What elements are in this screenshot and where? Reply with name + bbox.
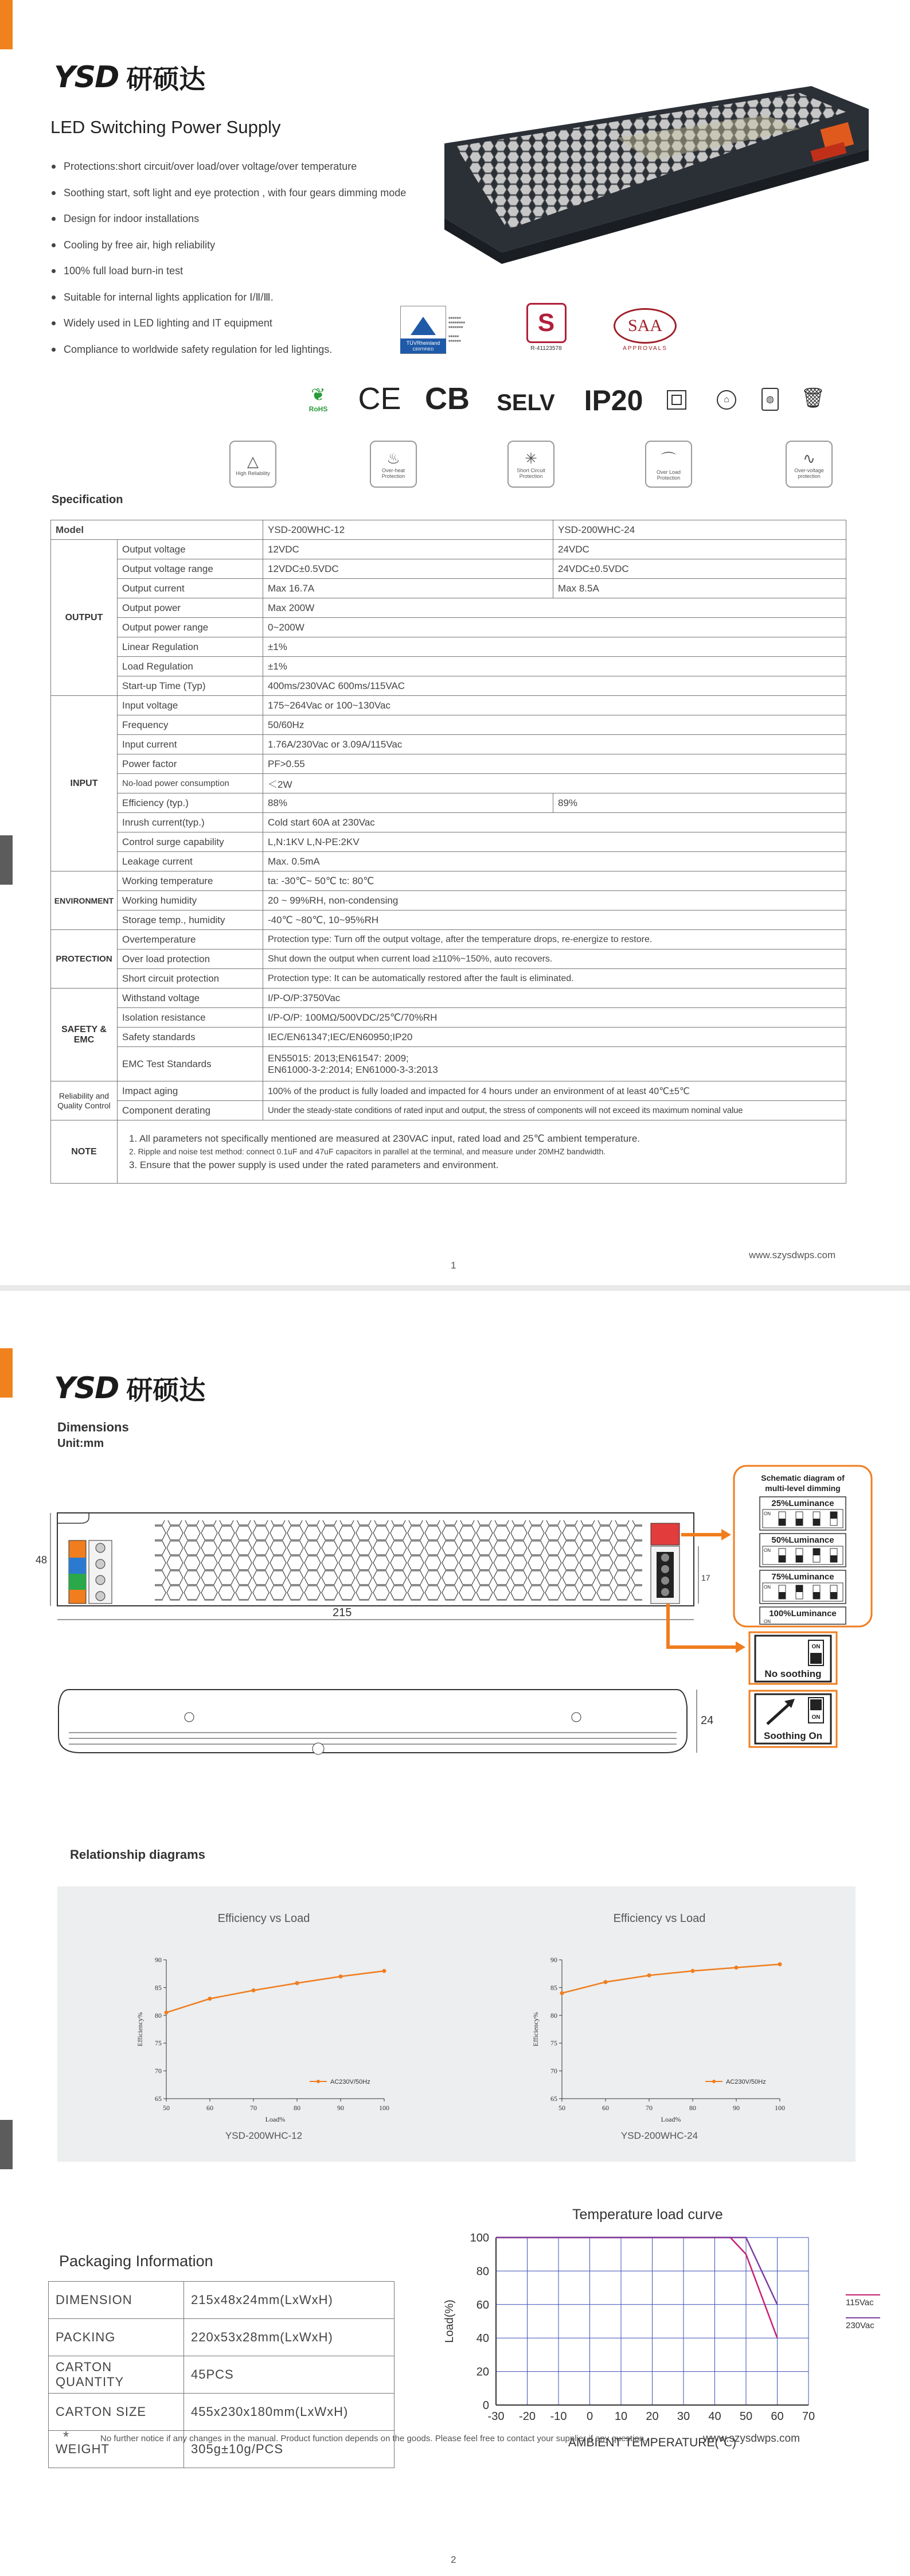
- param-name: Linear Regulation: [118, 637, 263, 657]
- over-load-badge: [645, 441, 692, 488]
- on-label: ON: [811, 1644, 821, 1650]
- table-row: [51, 540, 846, 559]
- x-tick-label: 70: [802, 2410, 815, 2423]
- rohs-label: RoHS: [308, 404, 328, 413]
- table-row: [49, 2356, 395, 2394]
- saa-cert: [608, 304, 682, 356]
- no-soothing-label: No soothing: [764, 1668, 822, 1679]
- param-name: Input current: [118, 735, 263, 754]
- x-tick-label: 40: [708, 2410, 721, 2423]
- y-tick-label: 20: [476, 2365, 489, 2379]
- on-label: ON: [811, 1714, 821, 1721]
- data-point: [165, 2010, 169, 2014]
- dimensions-title: Dimensions: [57, 1420, 129, 1434]
- pk-value: 455x230x180mm(LxWxH): [184, 2394, 395, 2431]
- badge-label: High Reliability: [236, 470, 270, 476]
- param-value: Max 16.7A: [263, 579, 553, 598]
- param-value: [263, 1047, 846, 1081]
- orange-tab: [0, 1348, 13, 1398]
- y-tick-label: 80: [155, 2011, 162, 2019]
- y-tick-label: 80: [476, 2265, 489, 2278]
- selv-mark: SELV: [497, 390, 555, 415]
- pk-key: DIMENSION: [49, 2282, 184, 2319]
- saa-logo: SAA: [614, 308, 677, 344]
- param-value: 12VDC±0.5VDC: [263, 559, 553, 579]
- product-title: LED Switching Power Supply: [50, 117, 281, 137]
- y-tick-label: 75: [155, 2039, 162, 2048]
- current-icon: ⌒: [661, 450, 676, 468]
- y-tick-label: 80: [550, 2011, 557, 2019]
- table-row: [51, 793, 846, 813]
- triangle-icon: △: [247, 452, 259, 470]
- logo: [54, 60, 205, 95]
- y-tick-label: 0: [482, 2399, 489, 2412]
- table-row: [51, 871, 846, 891]
- dimming-title-b: multi-level dimming: [765, 1484, 841, 1493]
- footnote-star: *: [63, 2428, 69, 2445]
- x-tick-label: 60: [206, 2104, 213, 2112]
- x-tick-label: 60: [771, 2410, 784, 2423]
- logo-latin: YSD: [54, 60, 119, 95]
- ip20-mark: IP20: [584, 384, 643, 417]
- param-value: Protection type: It can be automatically restored after the fault is eliminated.: [263, 969, 846, 989]
- table-row: [51, 735, 846, 754]
- feature-item: Compliance to worldwide safety regulation for led lightings.: [52, 337, 464, 363]
- param-name: Inrush current(typ.): [118, 813, 263, 832]
- note-line: 2. Ripple and noise test method: connect 0.1uF and 47uF capacitors in parallel at the terminal, and measure under 20MHZ bandwidth.: [129, 1147, 606, 1156]
- x-tick-label: 10: [614, 2410, 628, 2423]
- tuv-cert: TÜVRheinland CERTIFIED ■■■■■■ ■■■■■■■■ ■■■■■■■ ■■■■■ ■■■■■■: [396, 304, 493, 356]
- param-value: 12VDC: [263, 540, 553, 559]
- param-name: Leakage current: [118, 852, 263, 871]
- gray-tab: [0, 835, 13, 885]
- table-row: [51, 657, 846, 676]
- x-tick-label: 70: [646, 2104, 653, 2112]
- on-label: ON: [764, 1619, 771, 1624]
- class-ii-icon: [667, 390, 686, 410]
- legend-label: AC230V/50Hz: [330, 2079, 370, 2085]
- dimensions-unit: Unit:mm: [57, 1437, 104, 1450]
- feature-item: Design for indoor installations: [52, 206, 464, 232]
- param-value: L,N:1KV L,N-PE:2KV: [263, 832, 846, 852]
- x-tick-label: 50: [163, 2104, 170, 2112]
- weee-bin-icon: 🗑: [800, 387, 826, 409]
- on-label: ON: [764, 1548, 771, 1553]
- s-mark-code: R-41123578: [530, 345, 562, 352]
- param-name: EMC Test Standards: [118, 1047, 263, 1081]
- table-row: [51, 950, 846, 969]
- param-name: Load Regulation: [118, 657, 263, 676]
- table-row: [51, 930, 846, 950]
- param-name: Working humidity: [118, 891, 263, 910]
- param-value: Max 8.5A: [553, 579, 846, 598]
- param-value: PF>0.55: [263, 754, 846, 774]
- param-name: Withstand voltage: [118, 989, 263, 1008]
- param-name: Output power: [118, 598, 263, 618]
- x-tick-label: 50: [559, 2104, 565, 2112]
- param-value: ±1%: [263, 657, 846, 676]
- level-label: 50%Luminance: [771, 1535, 834, 1545]
- y-axis-label: Efficiency%: [532, 2012, 540, 2046]
- table-row: [51, 754, 846, 774]
- table-row: [51, 559, 846, 579]
- y-tick-label: 40: [476, 2332, 489, 2345]
- data-point: [647, 1974, 651, 1978]
- param-value: 1.76A/230Vac or 3.09A/115Vac: [263, 735, 846, 754]
- pk-key: CARTON QUANTITY: [49, 2356, 184, 2394]
- tuv-sub: CERTIFIED: [400, 348, 446, 353]
- y-tick-label: 85: [155, 1983, 162, 1992]
- page-number: 2: [451, 2554, 456, 2565]
- emc-line-2: EN61000-3-2:2014; EN61000-3-3:2013: [268, 1064, 438, 1075]
- param-name: Short circuit protection: [118, 969, 263, 989]
- series-line: [166, 1971, 384, 2013]
- y-tick-label: 90: [550, 1956, 557, 1964]
- param-name: No-load power consumption: [118, 774, 263, 793]
- lamp-icon: ◍: [761, 388, 779, 411]
- feature-item: Soothing start, soft light and eye protection , with four gears dimming mode: [52, 180, 464, 207]
- pk-key: CARTON SIZE: [49, 2394, 184, 2431]
- param-name: Over load protection: [118, 950, 263, 969]
- param-value: Max. 0.5mA: [263, 852, 846, 871]
- relationship-title: Relationship diagrams: [70, 1847, 205, 1862]
- param-name: Overtemperature: [118, 930, 263, 950]
- flame-icon: ♨: [386, 449, 400, 467]
- on-label: ON: [764, 1511, 771, 1516]
- param-name: Output voltage: [118, 540, 263, 559]
- dim-height: 48: [36, 1554, 48, 1566]
- param-name: Output power range: [118, 618, 263, 637]
- over-heat-badge: [370, 441, 417, 488]
- footer-url[interactable]: www.szysdwps.com: [703, 2433, 800, 2445]
- high-reliability-badge: [229, 441, 276, 488]
- dim-level-50: [760, 1534, 846, 1567]
- relationship-panel: [57, 1886, 856, 2162]
- dimming-title-a: Schematic diagram of: [761, 1473, 845, 1482]
- power-supply-image: [444, 86, 869, 275]
- page-1: [0, 0, 910, 1285]
- param-value: 400ms/230VAC 600ms/115VAC: [263, 676, 846, 696]
- dim-side: 17: [701, 1573, 710, 1582]
- data-point: [735, 1966, 739, 1970]
- chart-footer: YSD-200WHC-24: [620, 2130, 698, 2141]
- data-point: [295, 1981, 299, 1985]
- param-value: 88%: [263, 793, 553, 813]
- x-axis-label: Load%: [661, 2115, 681, 2123]
- x-tick-label: 80: [294, 2104, 300, 2112]
- data-point: [560, 1991, 564, 1995]
- param-value: Shut down the output when current load ≥110%~150%, auto recovers.: [263, 950, 846, 969]
- param-name: Component derating: [118, 1101, 263, 1120]
- table-row: [51, 1120, 846, 1184]
- param-name: Power factor: [118, 754, 263, 774]
- param-value: I/P-O/P:3750Vac: [263, 989, 846, 1008]
- param-value: 89%: [553, 793, 846, 813]
- group-environment: ENVIRONMENT: [51, 871, 118, 930]
- param-value: Under the steady-state conditions of rated input and output, the stress of components will not exceed its maximum nominal value: [263, 1101, 846, 1120]
- data-point: [778, 1962, 782, 1966]
- param-name: Output voltage range: [118, 559, 263, 579]
- s-mark-cert: [519, 298, 573, 356]
- table-row: [51, 715, 846, 735]
- param-name: Output current: [118, 579, 263, 598]
- model-12: YSD-200WHC-12: [263, 520, 553, 540]
- x-tick-label: 90: [337, 2104, 344, 2112]
- param-value: Cold start 60A at 230Vac: [263, 813, 846, 832]
- x-tick-label: 70: [250, 2104, 257, 2112]
- param-name: Frequency: [118, 715, 263, 735]
- over-voltage-badge: [786, 441, 833, 488]
- param-name: Start-up Time (Typ): [118, 676, 263, 696]
- badge-label: Over-voltage protection: [794, 467, 824, 479]
- pk-value: 215x48x24mm(LxWxH): [184, 2282, 395, 2319]
- note-line: 3. Ensure that the power supply is used under the rated parameters and environment.: [129, 1159, 499, 1170]
- spark-icon: ✳: [525, 449, 537, 467]
- efficiency-chart-24: [522, 1909, 866, 2150]
- table-row: [49, 2394, 395, 2431]
- emc-line-1: EN55015: 2013;EN61547: 2009;: [268, 1052, 409, 1064]
- table-row: [51, 969, 846, 989]
- dim-level-25: [760, 1497, 846, 1530]
- spec-table: [50, 520, 846, 1184]
- x-tick-label: 0: [586, 2410, 593, 2423]
- logo-latin: YSD: [54, 1371, 119, 1406]
- param-name: Input voltage: [118, 696, 263, 715]
- param-value: 24VDC±0.5VDC: [553, 559, 846, 579]
- table-row: [51, 579, 846, 598]
- s-mark-icon: S: [526, 303, 567, 343]
- y-tick-label: 65: [550, 2095, 557, 2103]
- y-axis-label: Load(%): [443, 2299, 456, 2343]
- legend-label: AC230V/50Hz: [726, 2079, 766, 2085]
- data-point: [252, 1989, 256, 1993]
- saa-sub: APPROVALS: [623, 345, 667, 352]
- terminal-blue: [69, 1558, 86, 1574]
- page-gap: [0, 1285, 910, 1291]
- param-value: ±1%: [263, 637, 846, 657]
- orange-tab: [0, 0, 13, 49]
- cb-mark: CB: [425, 382, 470, 416]
- x-tick-label: 20: [646, 2410, 659, 2423]
- x-axis-label: Load%: [265, 2115, 286, 2123]
- table-row: [49, 2282, 395, 2319]
- group-output: OUTPUT: [51, 540, 118, 696]
- group-reliability: Reliability and Quality Control: [51, 1081, 118, 1120]
- data-point: [339, 1975, 343, 1979]
- feature-item: Widely used in LED lighting and IT equipment: [52, 310, 464, 337]
- y-tick-label: 85: [550, 1983, 557, 1992]
- table-row: [49, 2319, 395, 2356]
- y-tick-label: 90: [155, 1956, 162, 1964]
- table-row: [51, 910, 846, 930]
- rohs-leaf-icon: ❦: [311, 385, 326, 404]
- table-row: [51, 696, 846, 715]
- rohs-cert: [298, 379, 338, 419]
- model-label: Model: [51, 520, 263, 540]
- dim-level-75: [760, 1570, 846, 1604]
- feature-item: Protections:short circuit/over load/over voltage/over temperature: [52, 154, 464, 180]
- param-value: 0~200W: [263, 618, 846, 637]
- param-name: Efficiency (typ.): [118, 793, 263, 813]
- table-row: [51, 832, 846, 852]
- param-name: Working temperature: [118, 871, 263, 891]
- param-value: 24VDC: [553, 540, 846, 559]
- table-row: [51, 676, 846, 696]
- group-input: INPUT: [51, 696, 118, 871]
- pk-key: PACKING: [49, 2319, 184, 2356]
- y-tick-label: 100: [470, 2232, 489, 2244]
- dim-level-100: [760, 1607, 846, 1624]
- temperature-curve-title: Temperature load curve: [572, 2207, 723, 2223]
- param-name: Control surge capability: [118, 832, 263, 852]
- param-value: IEC/EN61347;IEC/EN60950;IP20: [263, 1028, 846, 1047]
- level-label: 75%Luminance: [771, 1572, 834, 1582]
- param-value: Protection type: Turn off the output voltage, after the temperature drops, re-energize to restore.: [263, 930, 846, 950]
- logo-cn: 研硕达: [126, 1375, 206, 1406]
- efficiency-chart-12: [126, 1909, 470, 2150]
- data-point: [382, 1969, 386, 1973]
- y-tick-label: 75: [550, 2039, 557, 2048]
- x-tick-label: -10: [550, 2410, 567, 2423]
- page-number: 1: [451, 1260, 456, 1271]
- feature-item: Cooling by free air, high reliability: [52, 232, 464, 259]
- param-name: Storage temp., humidity: [118, 910, 263, 930]
- y-axis-label: Efficiency%: [136, 2012, 144, 2046]
- series-line: [496, 2238, 778, 2338]
- table-row: [51, 891, 846, 910]
- param-name: Safety standards: [118, 1028, 263, 1047]
- chart-footer: YSD-200WHC-12: [225, 2130, 303, 2141]
- table-row: [51, 1101, 846, 1120]
- pk-value: 45PCS: [184, 2356, 395, 2394]
- level-label: 100%Luminance: [769, 1609, 837, 1618]
- legend-label: 230Vac: [846, 2321, 874, 2330]
- terminal-green: [69, 1574, 86, 1590]
- x-tick-label: 80: [689, 2104, 696, 2112]
- footnote: No further notice if any changes in the manual. Product function depends on the goods. Please feel free to contact your supplier if any question.: [100, 2434, 647, 2443]
- x-tick-label: 30: [677, 2410, 690, 2423]
- table-row: [51, 637, 846, 657]
- model-24: YSD-200WHC-24: [553, 520, 846, 540]
- legend-marker: [712, 2080, 716, 2083]
- gray-tab: [0, 2120, 13, 2169]
- y-tick-label: 70: [155, 2067, 162, 2075]
- table-row: [51, 1081, 846, 1101]
- table-row: [51, 813, 846, 832]
- on-label: ON: [764, 1585, 771, 1590]
- table-row: [51, 1028, 846, 1047]
- x-tick-label: 90: [733, 2104, 740, 2112]
- table-row: [51, 1008, 846, 1028]
- param-value: ＜2W: [263, 774, 846, 793]
- x-tick-label: 100: [379, 2104, 389, 2112]
- thermal-icon: ⌂: [717, 390, 736, 410]
- data-point: [208, 1997, 212, 2001]
- table-row: [51, 774, 846, 793]
- logo-cn: 研硕达: [126, 64, 206, 95]
- chart-title: Efficiency vs Load: [217, 1912, 310, 1925]
- short-circuit-badge: [507, 441, 554, 488]
- x-axis-label: AMBIENT TEMPERATURE(℃): [568, 2436, 737, 2449]
- spec-title: Specification: [52, 493, 123, 506]
- ce-mark: CE: [358, 382, 401, 416]
- table-row: [51, 618, 846, 637]
- group-safety: SAFETY & EMC: [51, 989, 118, 1081]
- table-row: [51, 852, 846, 871]
- group-protection: PROTECTION: [51, 930, 118, 989]
- param-name: Isolation resistance: [118, 1008, 263, 1028]
- data-point: [604, 1980, 608, 1984]
- dim-length: 215: [333, 1606, 352, 1619]
- footer-url[interactable]: www.szysdwps.com: [749, 1250, 836, 1260]
- dip-switch: [651, 1523, 679, 1545]
- soothing-on-label: Soothing On: [764, 1730, 822, 1741]
- feature-item: Suitable for internal lights application for Ⅰ/Ⅱ/Ⅲ.: [52, 285, 464, 311]
- legend-label: 115Vac: [846, 2298, 874, 2307]
- note-line: 1. All parameters not specifically mentioned are measured at 230VAC input, rated load and 25℃ ambient temperature.: [129, 1133, 640, 1144]
- param-value: 100% of the product is fully loaded and impacted for 4 hours under an environment of at least 40℃±5℃: [263, 1081, 846, 1101]
- dimension-drawing: [36, 1466, 883, 1822]
- feature-item: 100% full load burn-in test: [52, 258, 464, 285]
- table-row: [51, 1047, 846, 1081]
- tuv-triangle-icon: [411, 317, 436, 335]
- series-line: [562, 1964, 780, 1993]
- pk-key: WEIGHT: [49, 2431, 184, 2468]
- level-label: 25%Luminance: [771, 1499, 834, 1508]
- badge-label: Short Circuit Protection: [517, 467, 545, 479]
- param-value: 175~264Vac or 100~130Vac: [263, 696, 846, 715]
- x-tick-label: -30: [487, 2410, 505, 2423]
- x-tick-label: -20: [519, 2410, 536, 2423]
- pk-value: 305g±10g/PCS: [184, 2431, 395, 2468]
- data-point: [691, 1969, 695, 1973]
- param-value: 20 ~ 99%RH, non-condensing: [263, 891, 846, 910]
- x-tick-label: 50: [739, 2410, 753, 2423]
- badge-label: Over-heat Protection: [381, 467, 405, 479]
- dim-depth: 24: [701, 1714, 714, 1727]
- packaging-title: Packaging Information: [59, 2252, 213, 2270]
- chart-title: Efficiency vs Load: [613, 1912, 706, 1925]
- y-tick-label: 60: [476, 2298, 489, 2312]
- voltage-icon: ∿: [803, 449, 815, 467]
- param-value: -40℃ ~80℃, 10~95%RH: [263, 910, 846, 930]
- x-tick-label: 100: [775, 2104, 785, 2112]
- param-value: ta: -30℃~ 50℃ tc: 80℃: [263, 871, 846, 891]
- logo: [54, 1371, 205, 1406]
- y-tick-label: 70: [550, 2067, 557, 2075]
- param-name: Impact aging: [118, 1081, 263, 1101]
- param-value: I/P-O/P: 100MΩ/500VDC/25℃/70%RH: [263, 1008, 846, 1028]
- legend-marker: [317, 2080, 320, 2083]
- tuv-label: TÜVRheinland: [400, 338, 446, 348]
- table-row: [51, 520, 846, 540]
- table-row: [51, 598, 846, 618]
- group-note: NOTE: [51, 1120, 118, 1184]
- table-row: [51, 989, 846, 1008]
- pk-value: 220x53x28mm(LxWxH): [184, 2319, 395, 2356]
- param-value: 50/60Hz: [263, 715, 846, 735]
- x-tick-label: 60: [602, 2104, 609, 2112]
- badge-label: Over Load Protection: [656, 469, 681, 481]
- notes-cell: [118, 1120, 846, 1184]
- param-value: Max 200W: [263, 598, 846, 618]
- y-tick-label: 65: [155, 2095, 162, 2103]
